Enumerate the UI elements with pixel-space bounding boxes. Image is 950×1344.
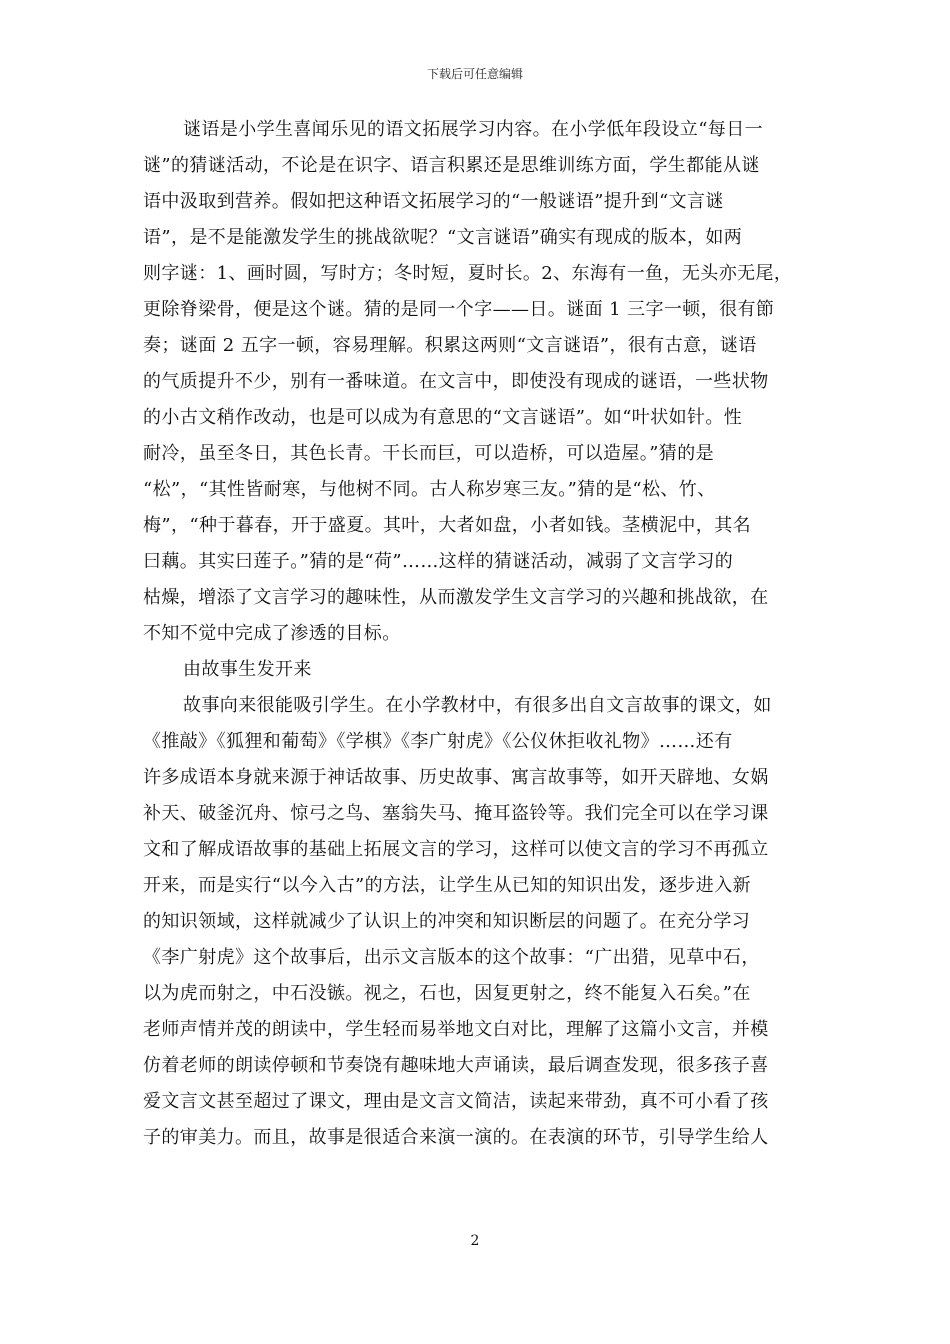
paragraph-line: 许多成语本身就来源于神话故事、历史故事、寓言故事等，如开天辟地、女娲 [143,767,769,788]
paragraph-line: 曰藕。其实曰莲子。”猜的是“荷”……这样的猜谜活动，减弱了文言学习的 [143,551,734,572]
paragraph-line: 《李广射虎》这个故事后，出示文言版本的这个故事：“广出猎，见草中石， [143,947,760,968]
paragraph-line: 的气质提升不少，别有一番味道。在文言中，即使没有现成的谜语，一些状物 [143,371,769,392]
paragraph-line: 的知识领域，这样就减少了认识上的冲突和知识断层的问题了。在充分学习 [143,911,751,932]
paragraph-line: 梅”，“种于暮春，开于盛夏。其叶，大者如盘，小者如钱。茎横泥中，其名 [143,515,752,536]
paragraph-line: 文和了解成语故事的基础上拓展文言的学习，这样可以使文言的学习不再孤立 [143,839,769,860]
paragraph-line: 故事向来很能吸引学生。在小学教材中，有很多出自文言故事的课文，如 [183,695,772,716]
document-body [143,112,815,1156]
page-number: 2 [470,1233,480,1249]
paragraph-line: 则字谜：1、画时圆，写时方；冬时短，夏时长。2、东海有一鱼，无头亦无尾， [143,263,793,284]
paragraph-line: 不知不觉中完成了渗透的目标。 [143,623,401,644]
page-header: 下载后可任意编辑 [426,67,523,81]
paragraph-line: 语中汲取到营养。假如把这种语文拓展学习的“一般谜语”提升到“文言谜 [143,191,724,212]
section-heading: 由故事生发开来 [183,659,312,680]
paragraph-line: 语”，是不是能激发学生的挑战欲呢？“文言谜语”确实有现成的版本，如两 [143,227,743,248]
paragraph-line: 补天、破釜沉舟、惊弓之鸟、塞翁失马、掩耳盗铃等。我们完全可以在学习课 [143,803,769,824]
paragraph-line: 更除脊梁骨，便是这个谜。猜的是同一个字——日。谜面 1 三字一顿，很有節 [143,299,775,320]
paragraph-line: 以为虎而射之，中石没镞。视之，石也，因复更射之，终不能复入石矣。”在 [143,983,751,1004]
paragraph-line: 仿着老师的朗读停顿和节奏饶有趣味地大声诵读，最后调查发现，很多孩子喜 [143,1055,769,1076]
paragraph-line: 耐冷，虽至冬日，其色长青。干长而巨，可以造桥，可以造屋。”猜的是 [143,443,714,464]
paragraph-line: 谜”的猜谜活动，不论是在识字、语言积累还是思维训练方面，学生都能从谜 [143,155,760,176]
paragraph-line: 的小古文稍作改动，也是可以成为有意思的“文言谜语”。如“叶状如针。性 [143,407,743,428]
paragraph-line: 老师声情并茂的朗读中，学生轻而易举地文白对比，理解了这篇小文言，并模 [143,1019,769,1040]
paragraph-line: 奏；谜面 2 五字一顿，容易理解。积累这两则“文言谜语”，很有古意，谜语 [143,335,757,356]
paragraph-line: 《推敲》《狐狸和葡萄》《学棋》《李广射虎》《公仪休拒收礼物》……还有 [143,731,733,752]
paragraph-line: 谜语是小学生喜闻乐见的语文拓展学习内容。在小学低年段设立“每日一 [183,119,763,140]
paragraph-line: “松”，“其性皆耐寒，与他树不同。古人称岁寒三友。”猜的是“松、竹、 [143,479,716,500]
paragraph-line: 子的审美力。而且，故事是很适合来演一演的。在表演的环节，引导学生给人 [143,1127,769,1148]
paragraph-line: 爱文言文甚至超过了课文，理由是文言文简洁，读起来带劲，真不可小看了孩 [143,1091,769,1112]
paragraph-line: 开来，而是实行“以今入古”的方法，让学生从已知的知识出发，逐步进入新 [143,875,752,896]
paragraph-line: 枯燥，增添了文言学习的趣味性，从而激发学生文言学习的兴趣和挑战欲，在 [143,587,769,608]
